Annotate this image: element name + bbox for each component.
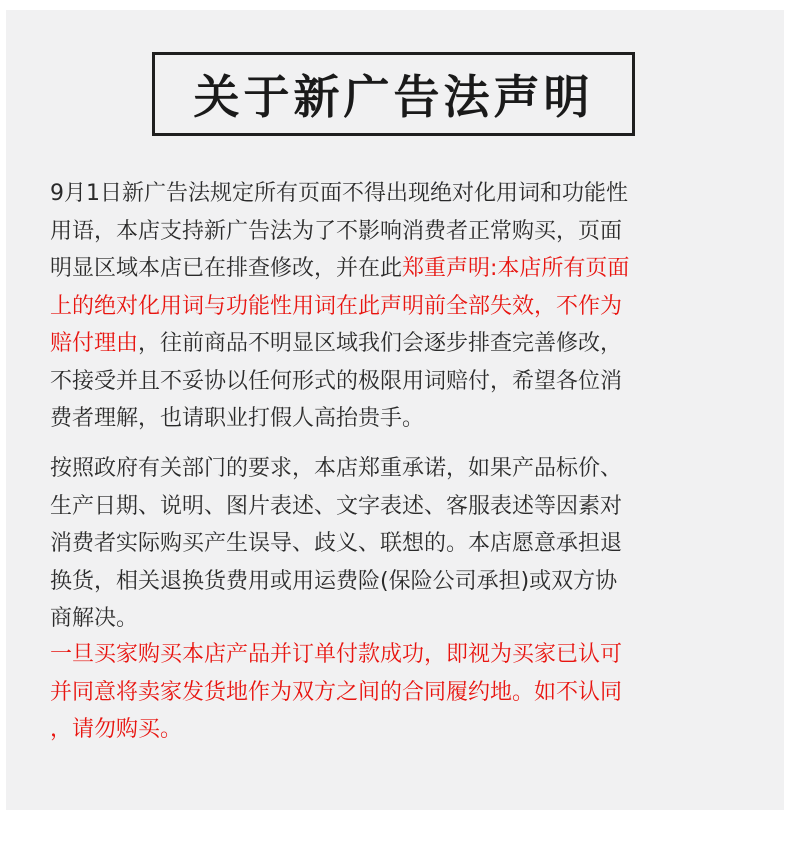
text-line: 生产日期、说明、图片表述、文字表述、客服表述等因素对 xyxy=(50,493,623,519)
text-line: 换货，相关退换货费用或用运费险(保险公司承担)或双方协 xyxy=(50,568,618,594)
text-line: 不接受并且不妥协以任何形式的极限用词赔付，希望各位消 xyxy=(50,368,623,394)
text-segment: ，往前商品不明显区域我们会逐步排查完善修改， xyxy=(138,331,623,356)
text-line: 费者理解，也请职业打假人高抬贵手。 xyxy=(50,406,425,431)
text-line xyxy=(50,250,740,288)
highlight-text: 郑重声明:本店所有页面 xyxy=(402,256,630,281)
highlight-text: 上的绝对化用词与功能性用词在此声明前全部失效，不作为 xyxy=(50,293,623,319)
highlight-text: 赔付理由 xyxy=(50,331,139,356)
text-line: 商解决。 xyxy=(50,606,139,631)
text-line: 用语，本店支持新广告法为了不影响消费者正常购买，页面 xyxy=(50,218,623,244)
paragraph-contract-location xyxy=(50,636,740,749)
page-title: 关于新广告法声明 xyxy=(193,70,594,124)
text-segment: 明显区域本店已在排查修改，并在此 xyxy=(50,256,403,281)
title-box xyxy=(152,52,635,136)
paragraph-ad-law xyxy=(50,175,740,438)
text-line: 并同意将卖家发货地作为双方之间的合同履约地。如不认同 xyxy=(50,679,623,705)
text-line: 按照政府有关部门的要求，本店郑重承诺，如果产品标价、 xyxy=(50,456,623,481)
text-line: 消费者实际购买产生误导、歧义、联想的。本店愿意承担退 xyxy=(50,531,623,556)
text-line: 一旦买家购买本店产品并订单付款成功，即视为买家已认可 xyxy=(50,642,623,667)
text-line: 9月1日新广告法规定所有页面不得出现绝对化用词和功能性 xyxy=(50,181,628,206)
text-line xyxy=(50,325,740,363)
paragraph-commitment xyxy=(50,450,740,638)
text-line: ，请勿购买。 xyxy=(50,717,183,742)
